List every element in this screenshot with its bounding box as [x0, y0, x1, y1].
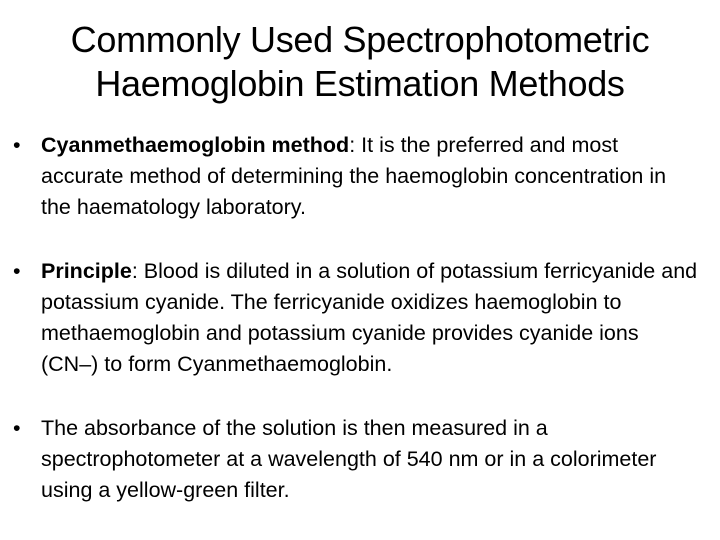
bullet-item-cyanmethaemoglobin — [0, 130, 720, 223]
bullet-icon: • — [13, 133, 21, 157]
title-line-2: Haemoglobin Estimation Methods — [95, 63, 625, 104]
bullet-text: The absorbance of the solution is then measured in a spectrophotometer at a wavelength of 540 nm or in a colorimeter using a yellow-green filter. — [41, 416, 657, 502]
bullet-text: : Blood is diluted in a solution of potassium ferricyanide and potassium cyanide. The ferricyanide oxidizes haemoglobin to methaemoglobin and potassium cyanide provides cyanide ions (CN–) to form Cyanmethaemoglobin. — [41, 259, 698, 376]
slide-title — [10, 18, 710, 106]
bullet-icon: • — [13, 259, 21, 283]
bullet-term: Principle — [41, 259, 132, 283]
bullet-list — [0, 130, 720, 539]
bullet-icon: • — [13, 416, 21, 440]
title-line-1: Commonly Used Spectrophotometric — [70, 19, 650, 60]
bullet-term: Cyanmethaemoglobin method — [41, 133, 350, 157]
bullet-item-principle — [0, 256, 720, 380]
bullet-text: : It is the preferred and most accurate method of determining the haemoglobin concentration in the haematology laboratory. — [41, 133, 667, 219]
bullet-item-absorbance — [0, 413, 720, 506]
